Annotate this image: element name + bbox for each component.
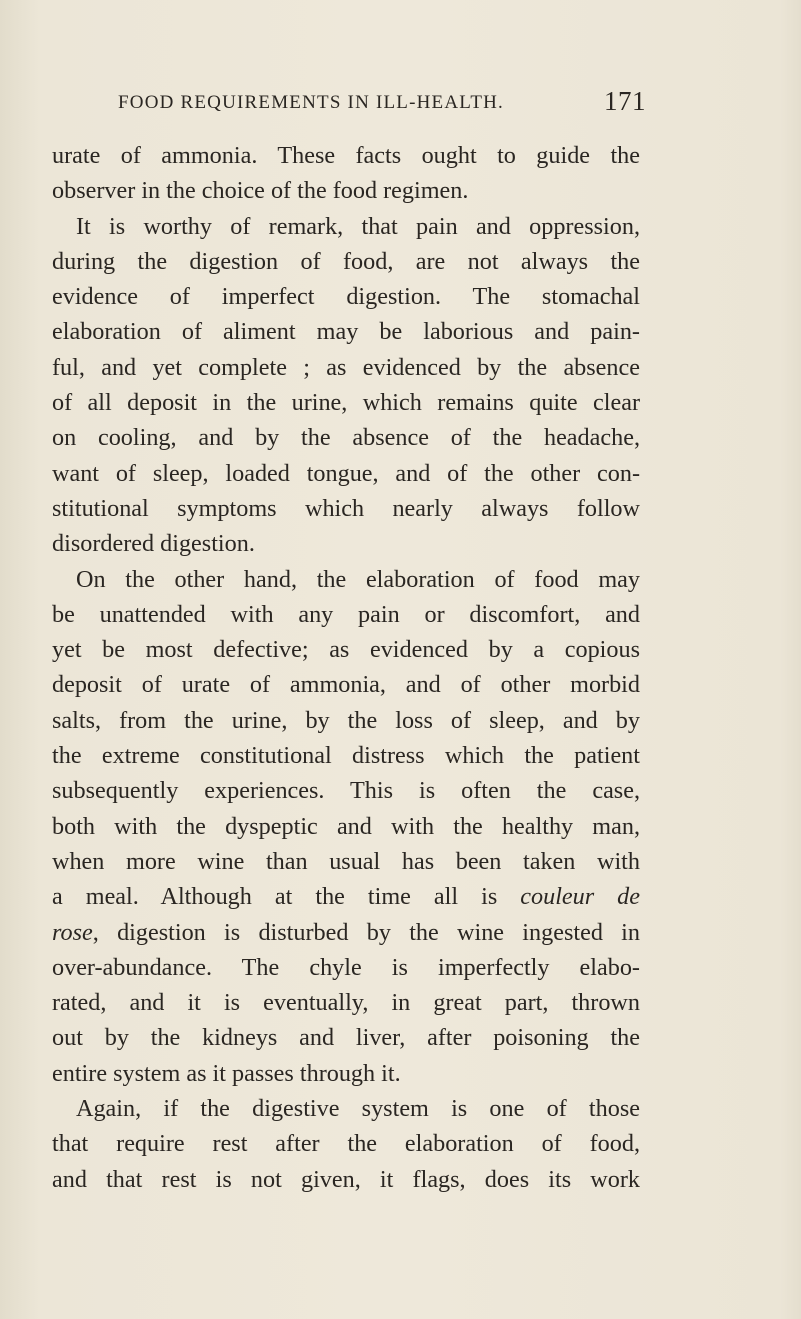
line-text: want of sleep, loaded tongue, and of the other con- bbox=[52, 459, 640, 487]
line-text: stitutional symptoms which nearly always follow bbox=[52, 494, 640, 522]
line-text: rated, and it is eventually, in great part, thrown bbox=[52, 989, 640, 1017]
text-line bbox=[52, 773, 640, 808]
text-line bbox=[52, 456, 640, 491]
text-line bbox=[52, 738, 640, 773]
line-text: both with the dyspeptic and with the healthy man, bbox=[52, 812, 640, 840]
line-text: It is worthy of remark, that pain and oppression, bbox=[76, 212, 640, 240]
text-line bbox=[52, 244, 640, 279]
text-line bbox=[52, 209, 640, 244]
line-text: the extreme constitutional distress which the patient bbox=[52, 742, 640, 770]
line-text: On the other hand, the elaboration of food may bbox=[76, 565, 640, 593]
body-text bbox=[52, 138, 640, 1197]
text-line bbox=[52, 314, 640, 349]
line-text: of all deposit in the urine, which remains quite clear bbox=[52, 389, 640, 417]
text-line bbox=[52, 597, 640, 632]
line-text: during the digestion of food, are not always the bbox=[52, 247, 640, 275]
text-line bbox=[52, 985, 640, 1020]
line-text: urate of ammonia. These facts ought to guide the bbox=[52, 142, 640, 169]
italic-phrase: rose bbox=[52, 918, 93, 946]
text-line bbox=[52, 703, 640, 738]
text-line bbox=[52, 491, 640, 526]
italic-phrase: couleur de bbox=[520, 883, 640, 911]
text-line bbox=[52, 350, 640, 385]
text-line bbox=[52, 1162, 640, 1197]
text-line bbox=[52, 385, 640, 420]
text-line bbox=[52, 879, 640, 914]
text-line bbox=[52, 420, 640, 455]
line-text: observer in the choice of the food regimen. bbox=[52, 177, 469, 205]
text-line bbox=[52, 526, 640, 561]
line-text: be unattended with any pain or discomfort, and bbox=[52, 600, 640, 628]
text-line bbox=[52, 844, 640, 879]
text-line bbox=[52, 138, 640, 173]
text-line bbox=[52, 173, 640, 208]
line-text: elaboration of aliment may be laborious and pain- bbox=[52, 318, 640, 346]
text-line bbox=[52, 915, 640, 950]
line-text: ful, and yet complete ; as evidenced by the absence bbox=[52, 353, 640, 381]
line-text: subsequently experiences. This is often the case, bbox=[52, 777, 640, 805]
text-line bbox=[52, 1091, 640, 1126]
page-header bbox=[118, 86, 646, 118]
text-line bbox=[52, 809, 640, 844]
line-text: yet be most defective; as evidenced by a copious bbox=[52, 636, 640, 664]
line-text: deposit of urate of ammonia, and of other morbid bbox=[52, 671, 640, 699]
line-text: and that rest is not given, it flags, does its work bbox=[52, 1165, 640, 1193]
text-line bbox=[52, 562, 640, 597]
line-text: entire system as it passes through it. bbox=[52, 1059, 401, 1087]
running-head: FOOD REQUIREMENTS IN ILL-HEALTH. bbox=[118, 92, 505, 113]
text-line bbox=[52, 279, 640, 314]
line-text: when more wine than usual has been taken with bbox=[52, 847, 640, 875]
line-text: over-abundance. The chyle is imperfectly elabo- bbox=[52, 953, 640, 981]
line-text: out by the kidneys and liver, after poisoning the bbox=[52, 1024, 640, 1052]
text-line bbox=[52, 950, 640, 985]
line-text: a meal. Although at the time all is bbox=[52, 883, 498, 911]
line-text: evidence of imperfect digestion. The stomachal bbox=[52, 283, 640, 311]
text-line bbox=[52, 1056, 640, 1091]
text-line bbox=[52, 1126, 640, 1161]
line-text: , digestion is disturbed by the wine ingested in bbox=[92, 918, 640, 946]
line-text: salts, from the urine, by the loss of sleep, and by bbox=[52, 706, 640, 734]
text-line bbox=[52, 667, 640, 702]
line-text: disordered digestion. bbox=[52, 530, 255, 558]
text-line bbox=[52, 632, 640, 667]
line-text: on cooling, and by the absence of the headache, bbox=[52, 424, 640, 452]
page-number: 171 bbox=[604, 86, 646, 116]
text-line bbox=[52, 1020, 640, 1055]
line-text: Again, if the digestive system is one of those bbox=[76, 1095, 640, 1123]
line-text: that require rest after the elaboration of food, bbox=[52, 1130, 640, 1158]
